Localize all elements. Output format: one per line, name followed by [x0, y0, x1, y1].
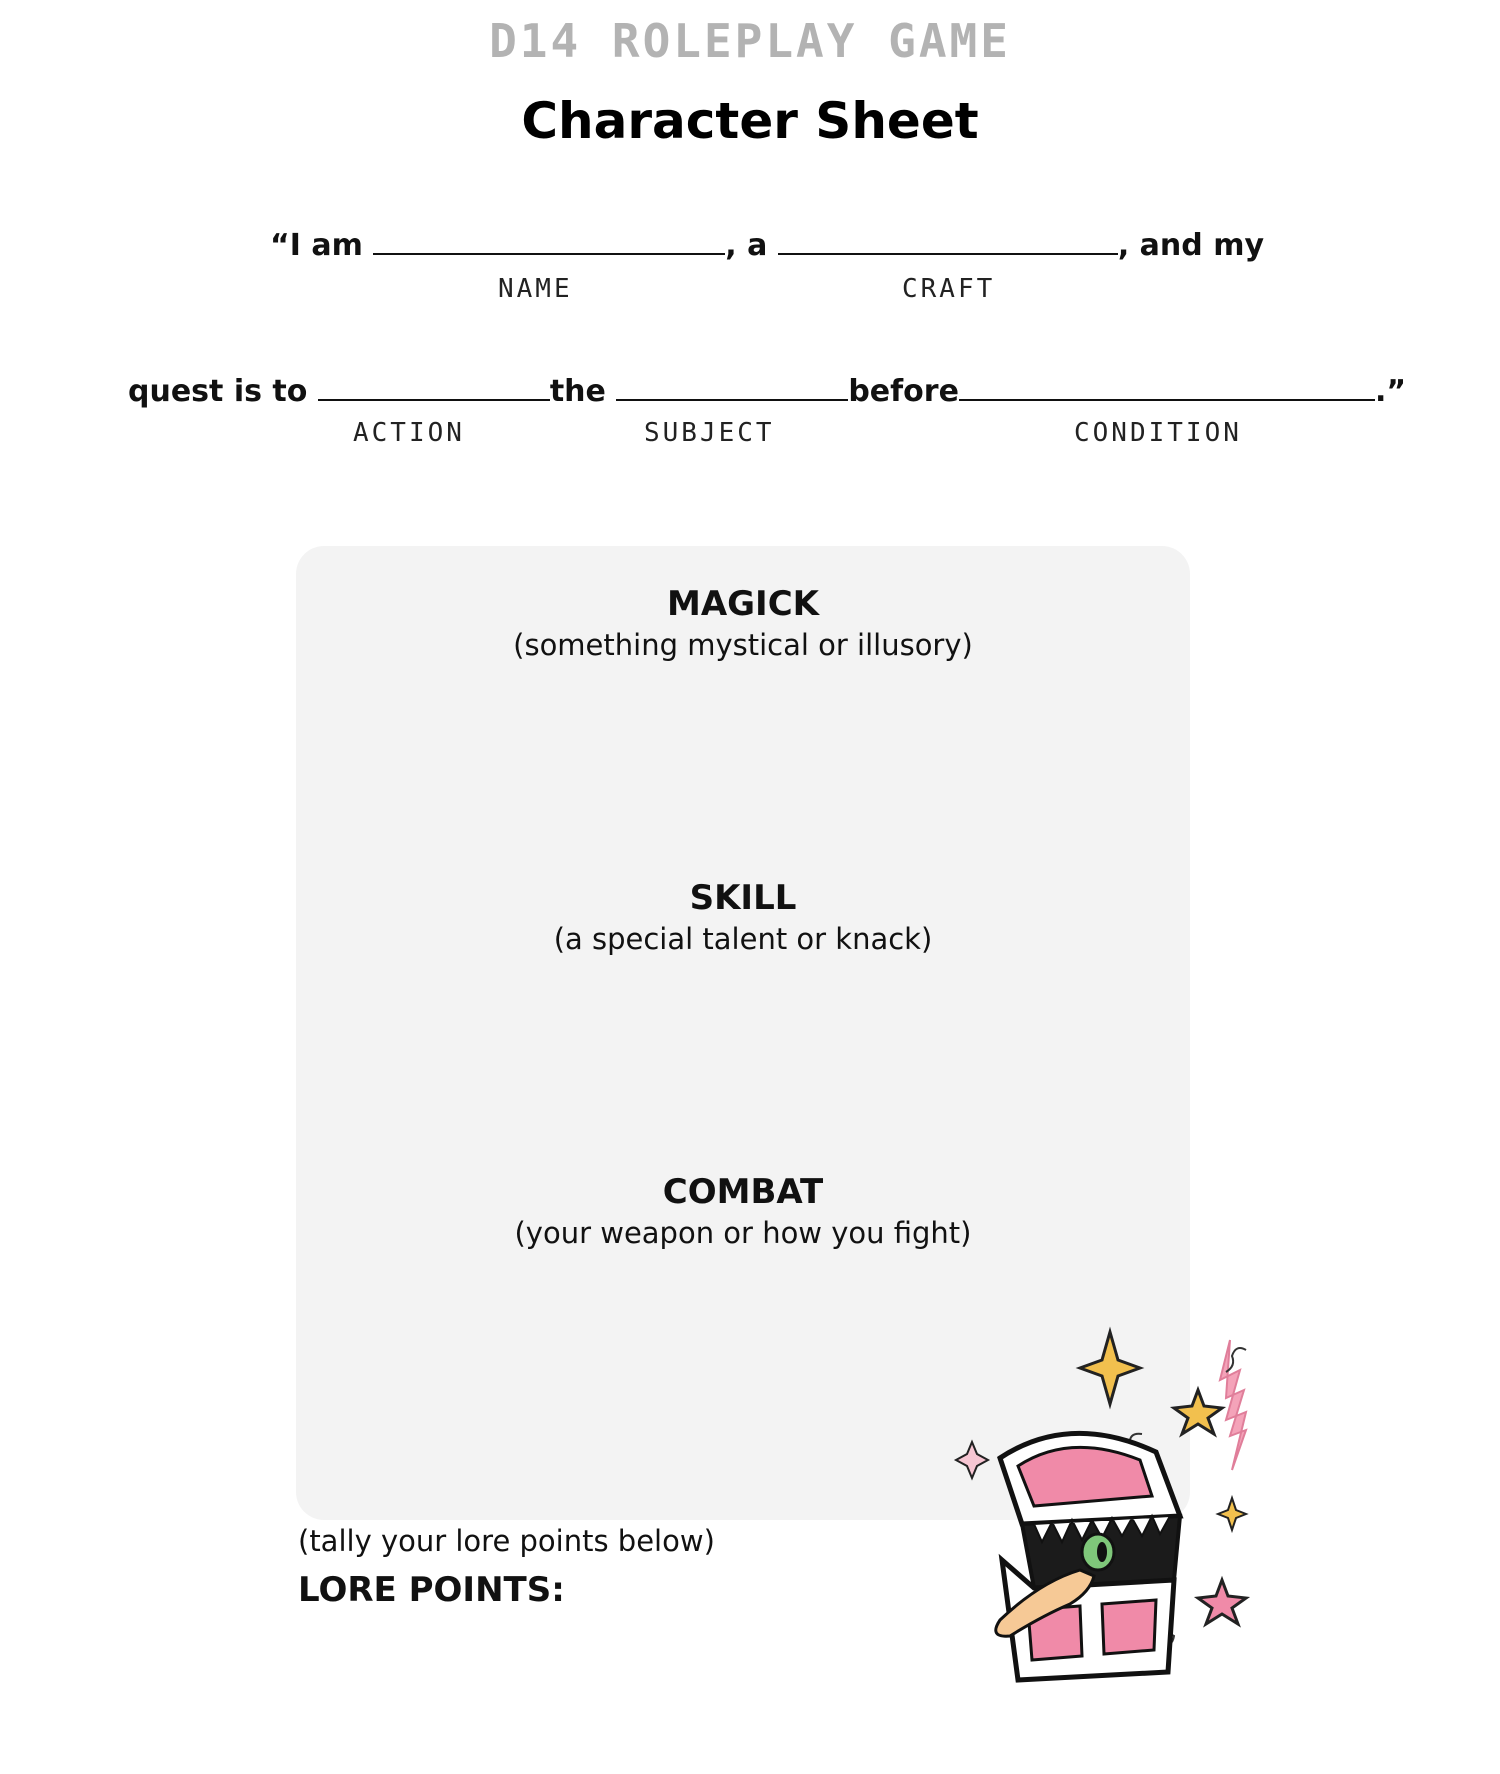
page-title: Character Sheet: [521, 92, 979, 150]
magick-subtitle: (something mystical or illusory): [513, 628, 973, 662]
sparkle-icon: [1080, 1332, 1140, 1404]
statement-before: before: [848, 374, 959, 409]
action-blank[interactable]: [318, 377, 550, 401]
statement-start: quest is to: [128, 374, 308, 409]
combat-subtitle: (your weapon or how you fight): [514, 1216, 972, 1250]
lore-hint: (tally your lore points below): [298, 1524, 715, 1558]
combat-title: COMBAT: [662, 1172, 824, 1212]
skill-subtitle: (a special talent or knack): [553, 922, 933, 956]
statement-end: .”: [1374, 374, 1407, 409]
skill-title: SKILL: [689, 878, 797, 918]
name-caption: NAME: [498, 274, 573, 304]
condition-caption: CONDITION: [1074, 418, 1242, 448]
name-blank[interactable]: [373, 231, 725, 255]
statement-the: the: [549, 374, 606, 409]
craft-blank[interactable]: [778, 231, 1118, 255]
lore-points-label: LORE POINTS:: [298, 1570, 565, 1610]
condition-blank[interactable]: [959, 377, 1375, 401]
statement-line-1: [270, 228, 1264, 263]
star-icon: [1198, 1580, 1246, 1624]
game-label: D14 ROLEPLAY GAME: [489, 14, 1011, 68]
magick-title: MAGICK: [666, 584, 819, 624]
subject-blank[interactable]: [616, 377, 848, 401]
lore-tally-area[interactable]: [298, 1620, 858, 1710]
craft-caption: CRAFT: [902, 274, 996, 304]
sparkle-icon: [956, 1442, 988, 1478]
statement-close: , and my: [1117, 228, 1265, 263]
sparkle-icon: [1218, 1498, 1246, 1530]
statement-open: “I am: [270, 228, 363, 263]
subject-caption: SUBJECT: [644, 418, 775, 448]
statement-sep: , a: [725, 228, 768, 263]
action-caption: ACTION: [353, 418, 465, 448]
star-icon: [1174, 1390, 1222, 1434]
statement-line-2: [128, 374, 1406, 409]
mimic-chest-icon: [930, 1320, 1330, 1700]
